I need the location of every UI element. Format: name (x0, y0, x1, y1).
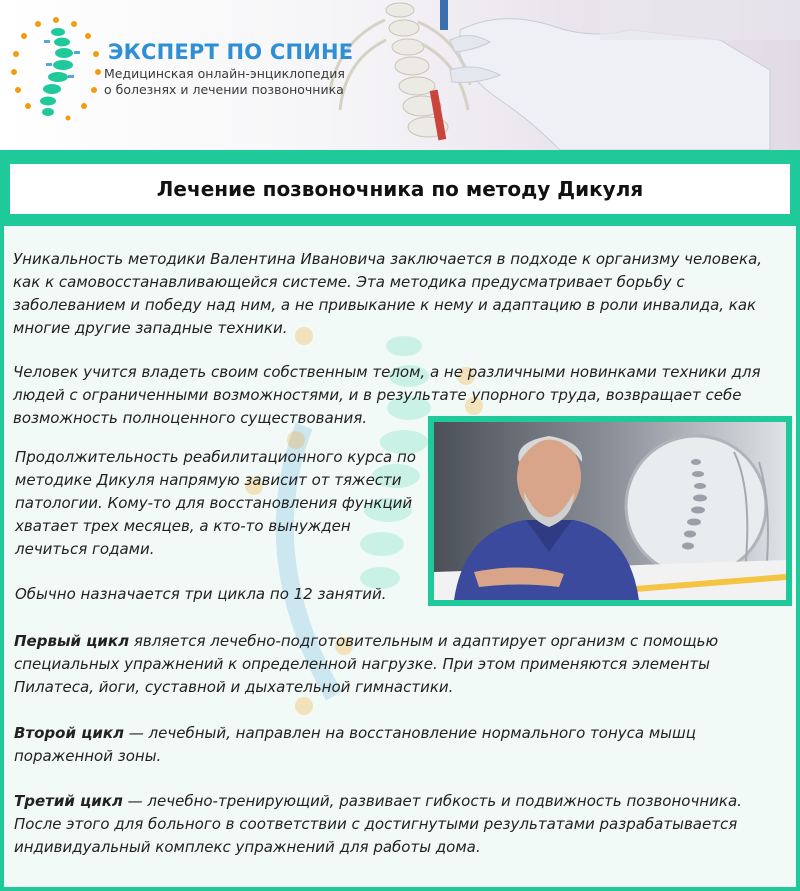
third-cycle-text: — лечебно-тренирующий, развивает гибкость и подвижность позвоночника. После этого для больного в соответствии с достигнутыми результатами разрабатывается индивидуальный комплекс упражнений для работы дома. (14, 792, 742, 856)
paragraph-course-duration: Продолжительность реабилитационного курса по методике Дикуля напрямую зависит от тяжести патологии. Кому-то для восстановления функций хватает трех месяцев, а кто-то вынужден лечиться годами. (15, 448, 416, 558)
brand-subtitle: Медицинская онлайн-энциклопедия о болезнях и лечении позвоночника (104, 66, 345, 97)
doctor-photo-frame (428, 416, 792, 606)
article-body (4, 226, 796, 887)
paragraph-body-control: Человек учится владеть своим собственным телом, а не различными новинками техники для людей с ограниченными возможностями, и в результате упорного труда, возвращает себе возможность полноценного существования. (13, 363, 761, 427)
doctor-photo-image (434, 422, 786, 600)
paragraph-cycles-count: Обычно назначается три цикла по 12 занятий. (15, 585, 387, 603)
second-cycle-label: Второй цикл (14, 724, 125, 742)
paragraph-second-cycle (14, 722, 784, 768)
paragraph-third-cycle (14, 790, 784, 859)
paragraph-methodology: Уникальность методики Валентина Ивановича заключается в подходе к организму человека, как к самовосстанавливающейся системе. Эта методика предусматривает борьбу с заболеванием и победу над ним, а не привыкание к нему и адаптацию в роли инвалида, как многие другие западные техники. (13, 250, 763, 337)
title-box (10, 164, 790, 214)
header-banner (0, 0, 800, 150)
second-cycle-text: — лечебный, направлен на восстановление нормального тонуса мышц пораженной зоны. (14, 724, 696, 765)
paragraph-first-cycle (14, 630, 784, 699)
first-cycle-label: Первый цикл (14, 632, 130, 650)
spine-logo-icon (8, 14, 104, 124)
spine-skeleton-hands-image (300, 0, 800, 150)
first-cycle-text: является лечебно-подготовительным и адаптирует организм с помощью специальных упражнений к определенной нагрузке. При этом применяются элементы Пилатеса, йоги, суставной и дыхательной гимнастики. (14, 632, 719, 696)
brand-title: ЭКСПЕРТ ПО СПИНЕ (108, 40, 354, 64)
page-title: Лечение позвоночника по методу Дикуля (156, 177, 644, 201)
third-cycle-label: Третий цикл (14, 792, 123, 810)
title-band (0, 150, 800, 226)
